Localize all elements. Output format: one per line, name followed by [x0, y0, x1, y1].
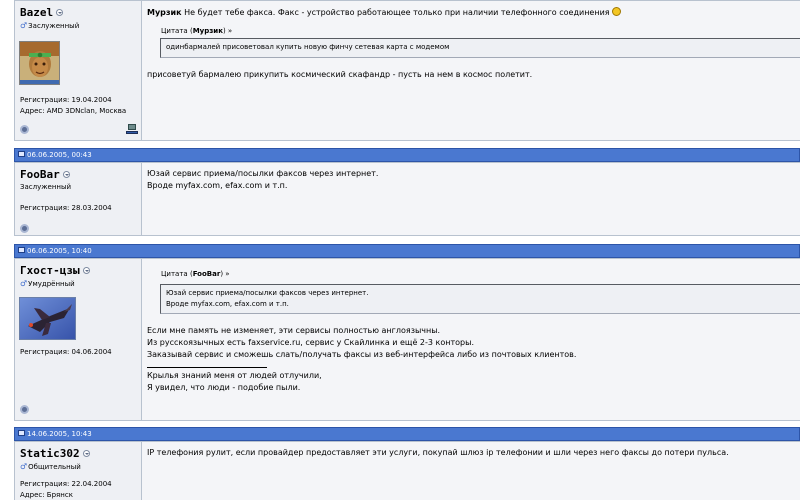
message-line: IP телефония рулит, если провайдер предоставляет эти услуги, покупай шлюз ip телефонии и шли через него факсы до потери пульса. [147, 448, 729, 457]
offline-status-icon [20, 224, 29, 233]
username[interactable] [20, 264, 90, 277]
reply-to-name: Мурзик [147, 8, 182, 17]
offline-status-icon [20, 125, 29, 134]
post-foobar [0, 162, 800, 236]
user-rank [20, 462, 81, 471]
registration-date: Регистрация: 04.06.2004 [20, 348, 112, 356]
user-meta [20, 479, 112, 500]
user-address: Адрес: Брянск [20, 491, 73, 499]
message-line: Заказывай сервис и сможешь слать/получать факсы из веб-интерфейса либо из почтовых клиентов. [147, 350, 577, 359]
message-line: Из русскоязычных есть faxservice.ru, сервис у Скайлинка и ещё 2-3 конторы. [147, 338, 474, 347]
post-table [14, 0, 800, 141]
username-text[interactable]: Static302 [20, 447, 80, 460]
author-panel [15, 1, 142, 140]
message-panel [142, 442, 800, 500]
message-text: Не будет тебе факса. Факс - устройство работающее только при наличии телефонного соединения [181, 8, 610, 17]
user-meta [20, 95, 126, 117]
post-table [14, 162, 800, 236]
quote-box [160, 38, 800, 58]
quote-label: Цитата (Мурзик) » [161, 27, 233, 35]
message-line: Юзай сервис приема/посылки факсов через интернет. [147, 169, 379, 178]
message-panel [142, 163, 800, 235]
user-rank: Заслуженный [20, 183, 72, 191]
message-line: Если мне память не изменяет, эти сервисы полностью англоязычны. [147, 326, 441, 335]
signature-line: Крылья знаний меня от людей отлучили, [147, 371, 322, 380]
user-address: Адрес: AMD 3DNclan, Москва [20, 107, 127, 115]
offline-status-icon [20, 405, 29, 414]
signature-line: Я увидел, что люди - подобие пыли. [147, 383, 301, 392]
quote-line: Юзай сервис приема/посылки факсов через интернет. [166, 289, 369, 297]
post-icon [18, 151, 25, 157]
signature-divider [147, 367, 267, 368]
quote-line: Вроде myfax.com, efax.com и т.п. [166, 300, 289, 308]
message-panel [142, 259, 800, 420]
user-menu-dropdown-icon[interactable] [83, 267, 90, 274]
post-date: 06.06.2005, 10:40 [27, 247, 92, 255]
message-panel [142, 1, 800, 140]
post-bazel [0, 0, 800, 141]
post-table [14, 258, 800, 421]
username-text[interactable]: Гхост-цзы [20, 264, 80, 277]
user-rank [20, 279, 75, 288]
user-rank-text: Общительный [28, 463, 81, 471]
user-rank-text: Умудрённый [28, 280, 75, 288]
post-date: 14.06.2005, 10:43 [27, 430, 92, 438]
male-icon: ♂ [20, 21, 28, 30]
username[interactable] [20, 6, 63, 19]
registration-date: Регистрация: 22.04.2004 [20, 480, 112, 488]
smiley-icon [612, 7, 621, 16]
post-icon [18, 430, 25, 436]
registration-date: Регистрация: 19.04.2004 [20, 96, 112, 104]
post-static302 [0, 441, 800, 500]
computer-icon[interactable] [126, 124, 138, 135]
user-rank [20, 21, 79, 30]
quote-label: Цитата (FooBar) » [161, 270, 230, 278]
male-icon: ♂ [20, 462, 28, 471]
author-panel [15, 163, 142, 235]
username[interactable] [20, 447, 90, 460]
author-panel [15, 259, 142, 420]
male-icon: ♂ [20, 279, 28, 288]
post-ghost [0, 258, 800, 421]
avatar [19, 41, 60, 85]
quote-text: одинбармалей присоветовал купить новую финчу сетевая карта с модемом [166, 43, 450, 51]
registration-date: Регистрация: 28.03.2004 [20, 204, 112, 212]
message-body: присоветуй бармалею прикупить космический скафандр - пусть на нем в космос полетит. [147, 70, 533, 79]
quote-author: Мурзик [192, 27, 223, 35]
post-header-bar [14, 427, 800, 441]
quote-author: FooBar [192, 270, 221, 278]
username-text[interactable]: FooBar [20, 168, 60, 181]
author-panel [15, 442, 142, 500]
avatar [19, 297, 76, 340]
user-menu-dropdown-icon[interactable] [63, 171, 70, 178]
username-text[interactable]: Bazel [20, 6, 54, 19]
post-header-bar [14, 148, 800, 162]
message-line: Вроде myfax.com, efax.com и т.п. [147, 181, 288, 190]
user-rank-text: Заслуженный [28, 22, 80, 30]
post-header-bar [14, 244, 800, 258]
message-first-line [147, 7, 621, 19]
username[interactable] [20, 168, 70, 181]
post-icon [18, 247, 25, 253]
user-menu-dropdown-icon[interactable] [83, 450, 90, 457]
user-menu-dropdown-icon[interactable] [56, 9, 63, 16]
quote-box [160, 284, 800, 314]
post-table [14, 441, 800, 500]
post-date: 06.06.2005, 00:43 [27, 151, 92, 159]
